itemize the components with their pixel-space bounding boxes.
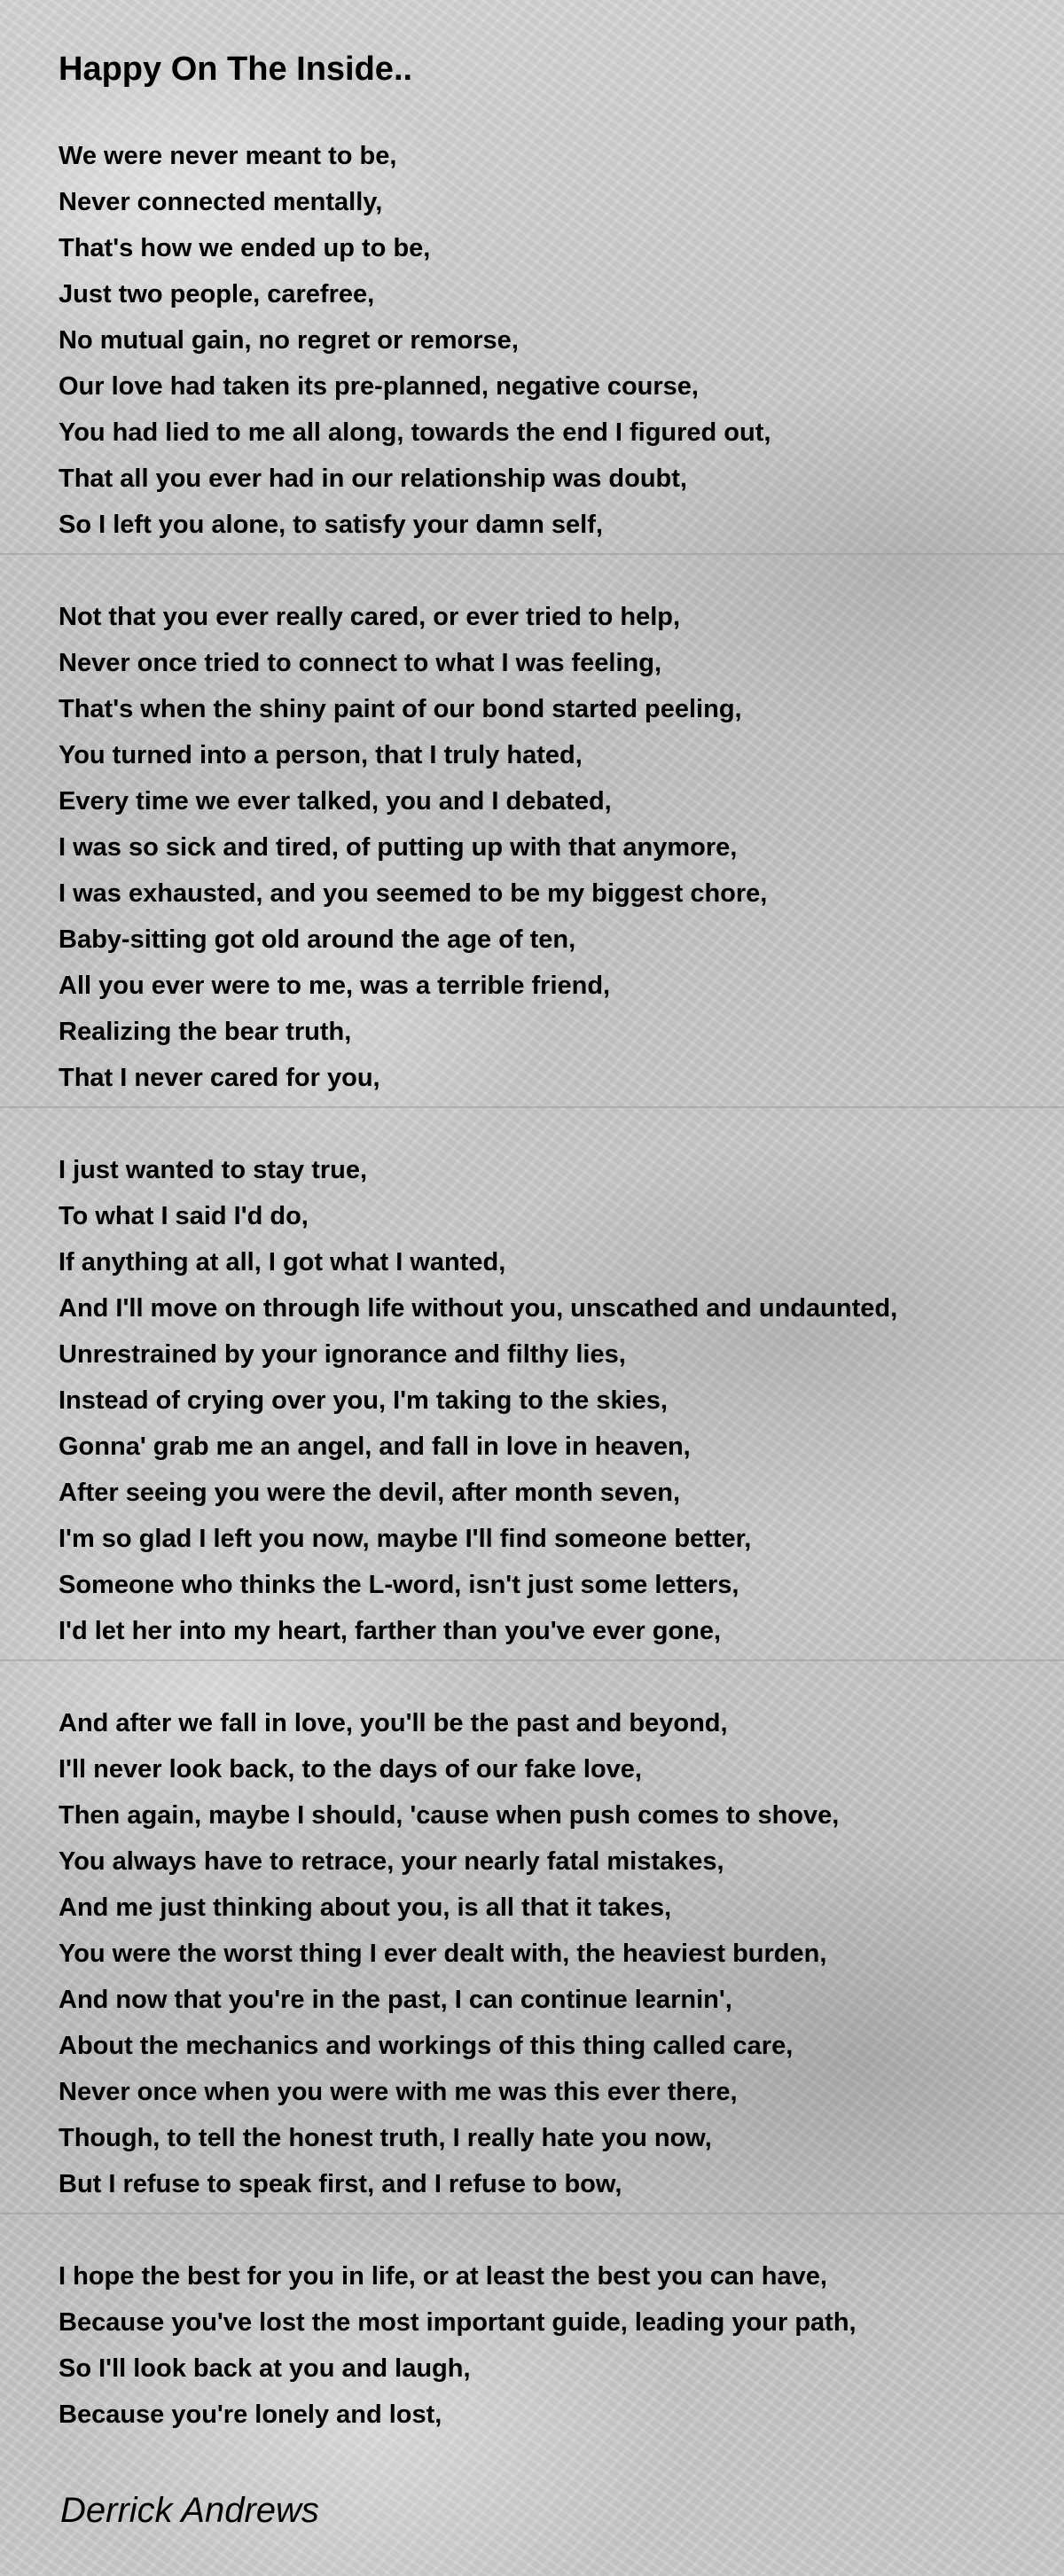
poem-line: That's when the shiny paint of our bond started peeling, — [59, 695, 742, 723]
poem-line: After seeing you were the devil, after month seven, — [59, 1479, 681, 1507]
poem-line: Then again, maybe I should, 'cause when push comes to shove, — [59, 1801, 840, 1830]
poem-line: Because you've lost the most important guide, leading your path, — [59, 2308, 857, 2337]
poem-line: And after we fall in love, you'll be the past and beyond, — [59, 1709, 728, 1737]
poem-line: You had lied to me all along, towards the end I figured out, — [59, 418, 771, 447]
poem-line: To what I said I'd do, — [59, 1202, 309, 1230]
poem-line: And now that you're in the past, I can continue learnin', — [59, 1986, 732, 2014]
stanza-4 — [59, 1700, 1043, 2207]
poem-line: So I left you alone, to satisfy your damn self, — [59, 511, 603, 539]
poem-line: Just two people, carefree, — [59, 280, 375, 308]
poem-line: No mutual gain, no regret or remorse, — [59, 326, 519, 355]
band-divider — [0, 1659, 1064, 1661]
poem-line: But I refuse to speak first, and I refuse to bow, — [59, 2170, 622, 2198]
band-divider — [0, 1106, 1064, 1108]
poem-line: Not that you ever really cared, or ever tried to help, — [59, 603, 681, 631]
poem-line: And me just thinking about you, is all that it takes, — [59, 1893, 672, 1922]
poem-line: So I'll look back at you and laugh, — [59, 2354, 471, 2383]
poem-line: Unrestrained by your ignorance and filthy lies, — [59, 1340, 626, 1369]
poem-author: Derrick Andrews — [60, 2491, 319, 2530]
stanza-5 — [59, 2253, 1043, 2438]
stanza-1 — [59, 133, 1043, 548]
poem-line: Someone who thinks the L-word, isn't just some letters, — [59, 1571, 739, 1599]
poem-line: Our love had taken its pre-planned, negative course, — [59, 372, 699, 401]
poem-line: If anything at all, I got what I wanted, — [59, 1248, 506, 1276]
poem-line: We were never meant to be, — [59, 142, 397, 170]
poem-line: And I'll move on through life without you, unscathed and undaunted, — [59, 1294, 898, 1323]
poem-line: About the mechanics and workings of this thing called care, — [59, 2032, 794, 2060]
poem-line: I'd let her into my heart, farther than you've ever gone, — [59, 1617, 722, 1645]
poem-line: Never connected mentally, — [59, 188, 383, 216]
poem-line: Realizing the bear truth, — [59, 1018, 352, 1046]
poem-line: Every time we ever talked, you and I debated, — [59, 787, 612, 816]
stanza-3 — [59, 1147, 1043, 1654]
poem-title: Happy On The Inside.. — [59, 51, 413, 88]
poem-line: You were the worst thing I ever dealt with, the heaviest burden, — [59, 1940, 827, 1968]
poem-line: Baby-sitting got old around the age of ten, — [59, 925, 576, 954]
stanza-2 — [59, 594, 1043, 1101]
poem-line: Instead of crying over you, I'm taking to the skies, — [59, 1386, 668, 1415]
poem-line: I was exhausted, and you seemed to be my biggest chore, — [59, 879, 768, 908]
poem-line: Never once when you were with me was this ever there, — [59, 2078, 738, 2106]
poem-line: Never once tried to connect to what I was feeling, — [59, 649, 662, 677]
poem-line: You always have to retrace, your nearly fatal mistakes, — [59, 1847, 724, 1876]
poem-line: Though, to tell the honest truth, I really hate you now, — [59, 2124, 712, 2152]
poem-line: I just wanted to stay true, — [59, 1156, 368, 1184]
poem-line: I was so sick and tired, of putting up with that anymore, — [59, 833, 738, 862]
poem-line: All you ever were to me, was a terrible friend, — [59, 972, 611, 1000]
poem-line: That all you ever had in our relationship was doubt, — [59, 464, 687, 493]
band-divider — [0, 2213, 1064, 2214]
poem-line: Because you're lonely and lost, — [59, 2400, 442, 2429]
poem-line: That's how we ended up to be, — [59, 234, 431, 262]
poem-line: That I never cared for you, — [59, 1064, 380, 1092]
poem-line: I'll never look back, to the days of our fake love, — [59, 1755, 642, 1784]
poem-line: I'm so glad I left you now, maybe I'll find someone better, — [59, 1525, 752, 1553]
band-divider — [0, 553, 1064, 555]
poem-line: You turned into a person, that I truly hated, — [59, 741, 583, 769]
poem-line: Gonna' grab me an angel, and fall in love in heaven, — [59, 1432, 691, 1461]
poem-line: I hope the best for you in life, or at least the best you can have, — [59, 2262, 827, 2291]
